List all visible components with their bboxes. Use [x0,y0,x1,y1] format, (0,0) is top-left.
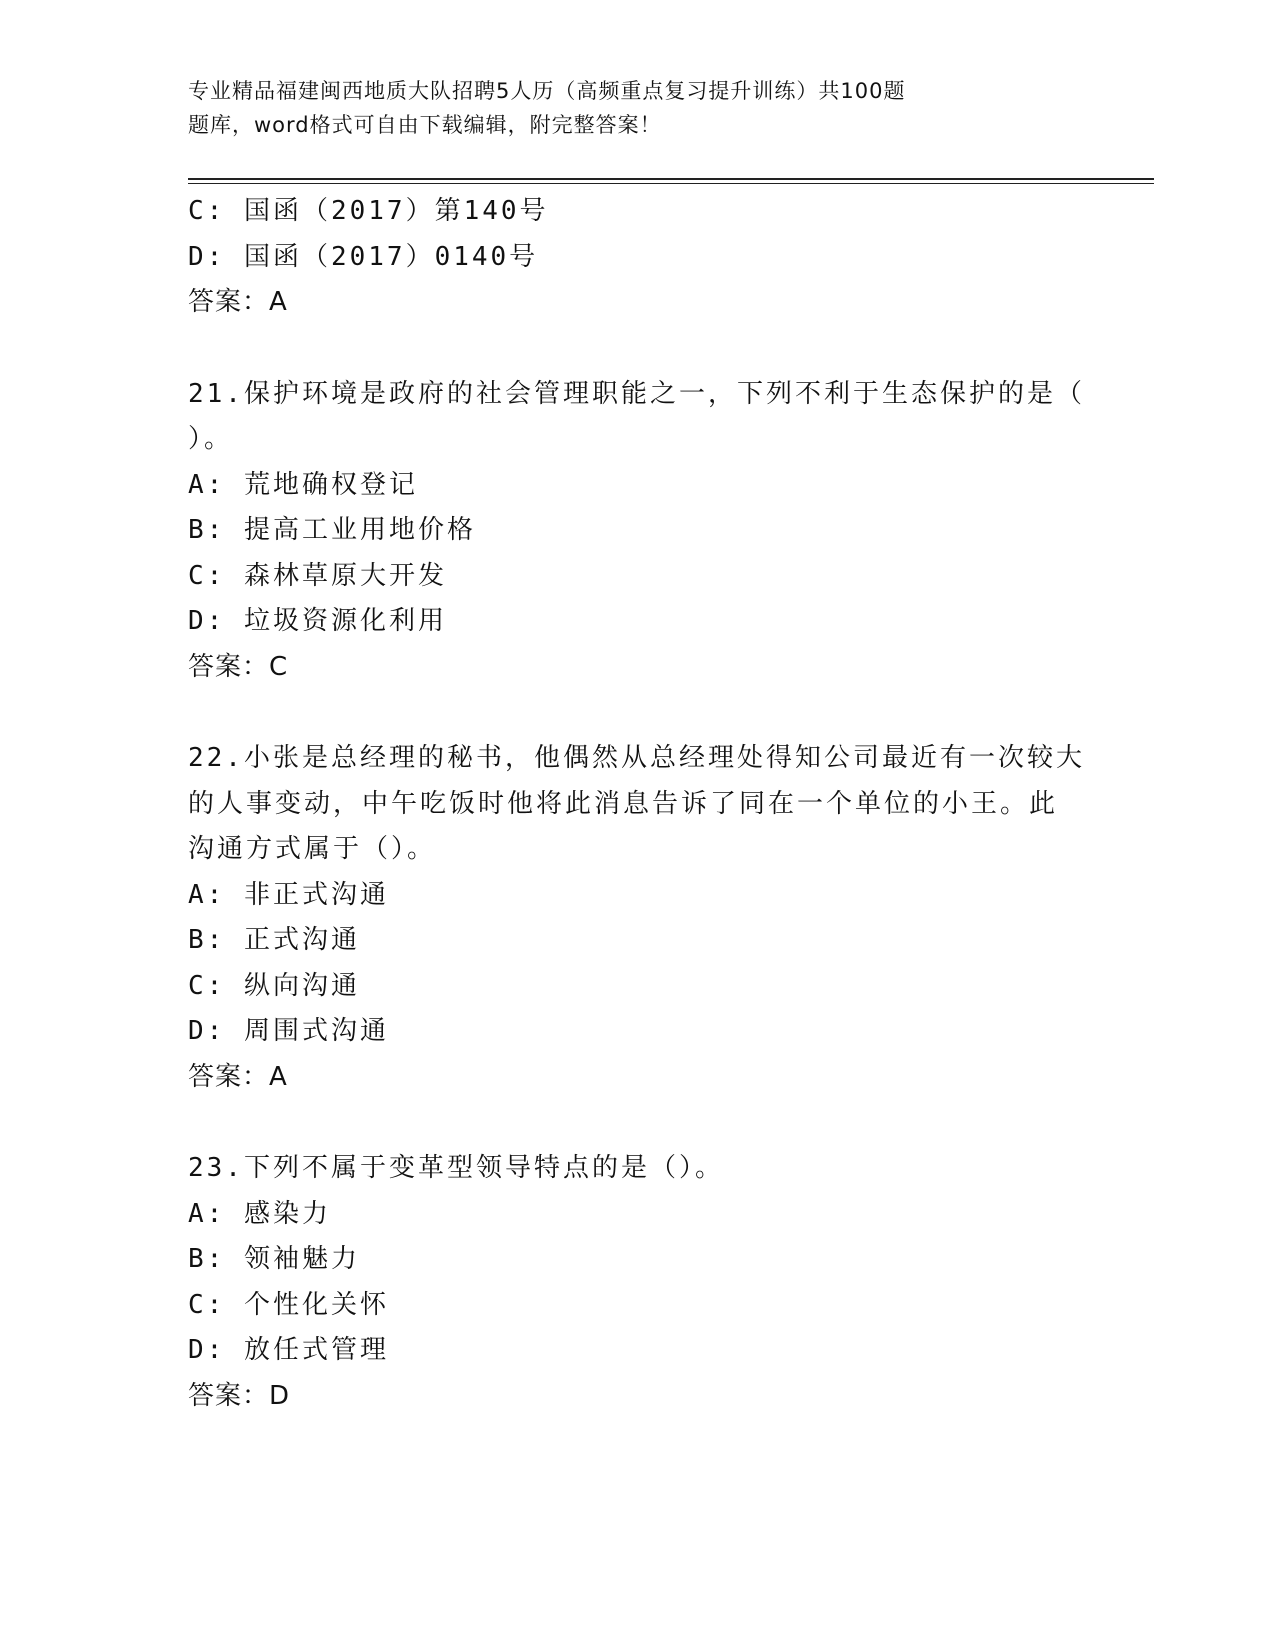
question-text: 23.下列不属于变革型领导特点的是（）。 [188,1153,724,1183]
question-text: 的人事变动，中午吃饭时他将此消息告诉了同在一个单位的小王。此 [188,788,1059,819]
option-a: A: 非正式沟通 [188,879,389,910]
question-text: ）。 [188,424,234,454]
option-b: B: 领袖魅力 [188,1244,360,1274]
question-block [188,736,1088,1100]
option-a: A: 荒地确权登记 [188,469,418,500]
spacer [188,326,1088,372]
question-block [188,189,1088,326]
header-divider-thin [188,183,1154,184]
option-d: D: 国函（2017）0140号 [188,241,539,272]
question-list [188,189,1088,1419]
option-a: A: 感染力 [188,1198,331,1229]
answer-line: 答案：A [188,1061,288,1092]
document-header [188,74,1048,142]
spacer [188,1100,1088,1146]
option-c: C: 个性化关怀 [188,1289,389,1320]
option-b: B: 提高工业用地价格 [188,515,476,545]
spacer [188,690,1088,736]
option-d: D: 周围式沟通 [188,1016,389,1046]
question-text: 22.小张是总经理的秘书，他偶然从总经理处得知公司最近有一次较大 [188,743,1085,773]
header-divider-thick [188,178,1154,180]
option-d: D: 放任式管理 [188,1335,389,1365]
answer-line: 答案：D [188,1380,291,1411]
answer-line: 答案：A [188,287,288,317]
option-b: B: 正式沟通 [188,925,360,955]
option-c: C: 森林草原大开发 [188,560,447,591]
option-d: D: 垃圾资源化利用 [188,606,447,636]
question-text: 沟通方式属于（）。 [188,834,437,864]
option-c: C: 纵向沟通 [188,970,360,1001]
option-c: C: 国函（2017）第140号 [188,196,549,226]
answer-line: 答案：C [188,651,289,682]
question-block [188,372,1088,691]
header-line-2: 题库，word格式可自由下载编辑，附完整答案！ [188,113,662,137]
question-block [188,1146,1088,1419]
question-text: 21.保护环境是政府的社会管理职能之一，下列不利于生态保护的是（ [188,378,1085,409]
header-line-1: 专业精品福建闽西地质大队招聘5人历（高频重点复习提升训练）共100题 [188,79,906,103]
